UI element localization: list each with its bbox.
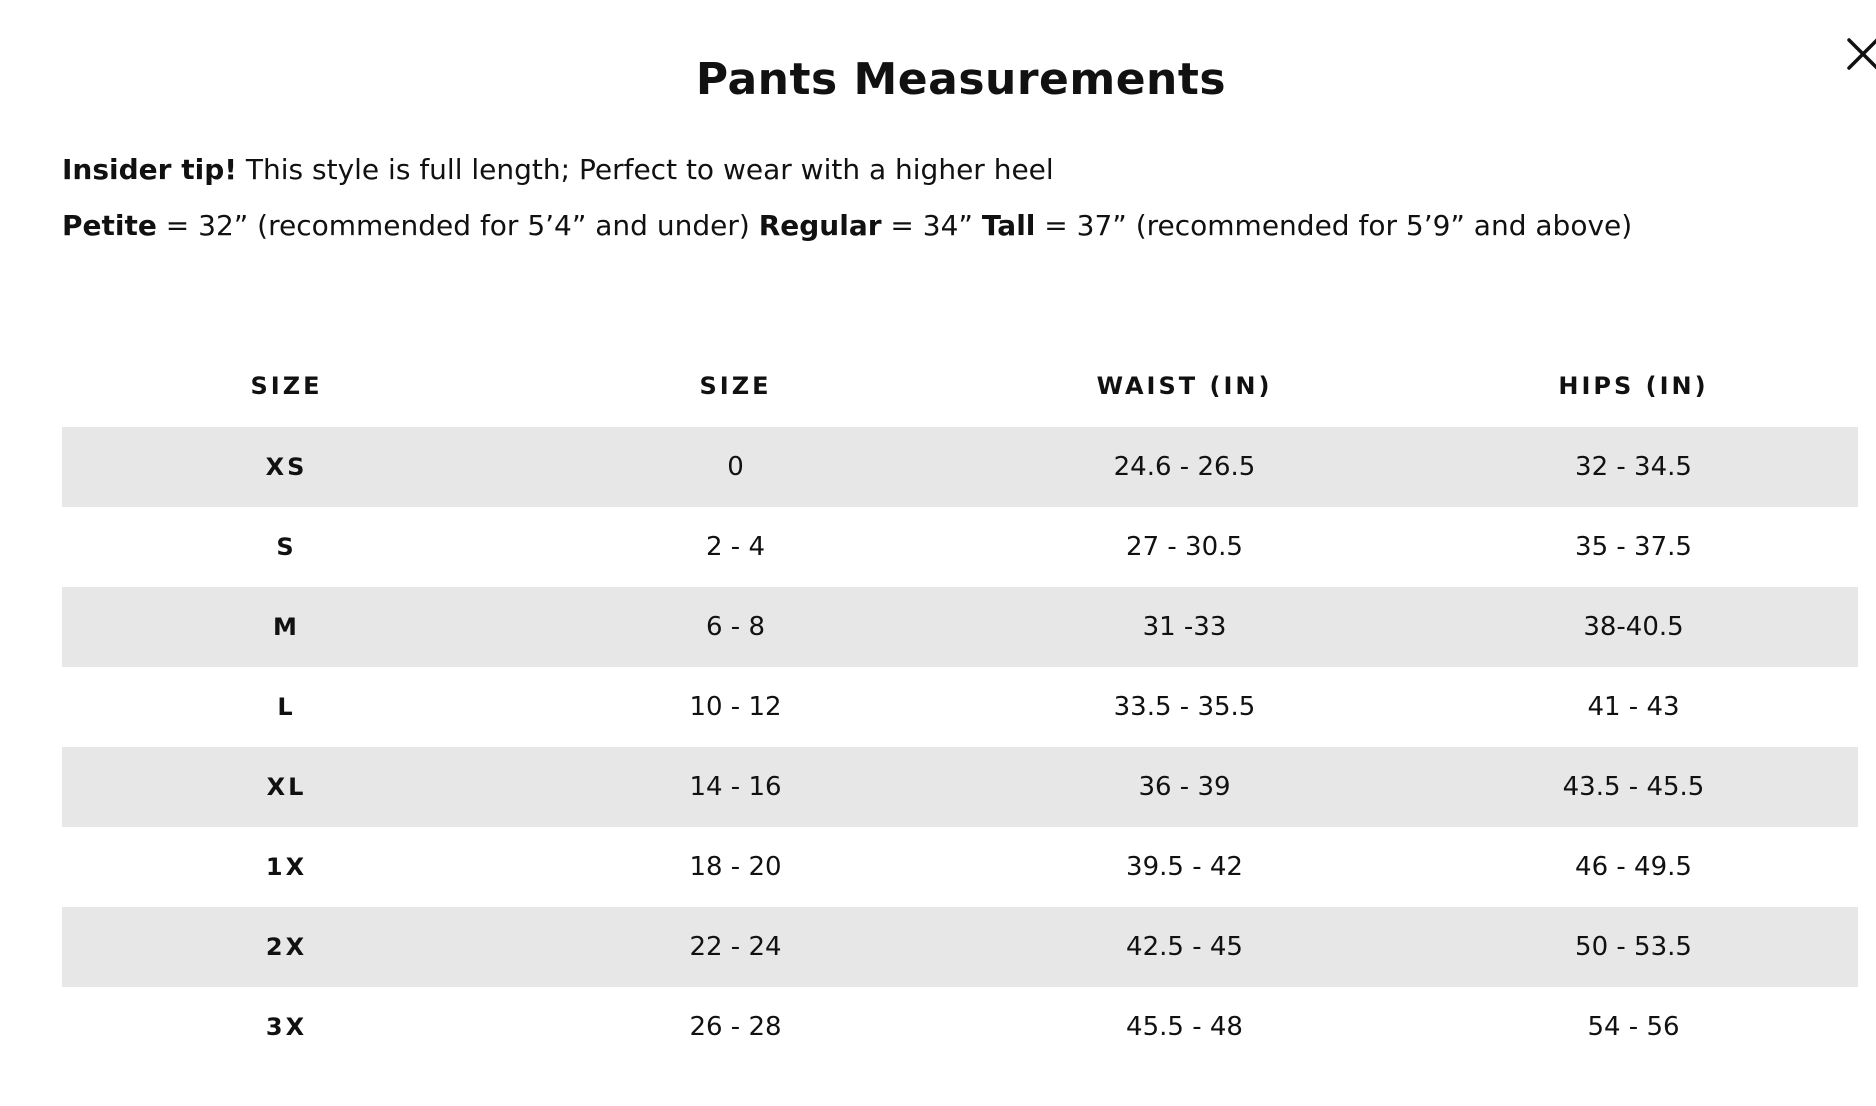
insider-tip-label: Insider tip! [62,153,237,186]
waist-cell: 39.5 - 42 [1126,852,1243,882]
size-number-cell: 0 [511,427,960,507]
size-letter-cell: 1X [265,853,308,881]
tall-label: Tall [981,209,1036,242]
waist-cell: 36 - 39 [960,747,1409,827]
header-waist: WAIST (IN) [1096,372,1273,400]
size-number-cell: 2 - 4 [706,532,765,562]
waist-cell: 27 - 30.5 [1126,532,1243,562]
waist-cell: 45.5 - 48 [1126,1012,1243,1042]
size-letter-cell: 2X [62,907,511,987]
size-number-cell: 26 - 28 [689,1012,782,1042]
hips-cell: 54 - 56 [1587,1012,1680,1042]
waist-cell: 31 -33 [960,587,1409,667]
length-options-note [62,209,1632,242]
regular-label: Regular [758,209,882,242]
table-header-row [62,345,1858,427]
petite-text: = 32” (recommended for 5’4” and under) [156,209,759,242]
tall-text: = 37” (recommended for 5’9” and above) [1035,209,1633,242]
size-number-cell: 14 - 16 [511,747,960,827]
size-letter-cell: 3X [265,1013,308,1041]
hips-cell: 38-40.5 [1409,587,1858,667]
size-letter-cell: XL [62,747,511,827]
hips-cell: 32 - 34.5 [1409,427,1858,507]
size-letter-cell: M [62,587,511,667]
petite-label: Petite [62,209,157,242]
waist-cell: 33.5 - 35.5 [1113,692,1256,722]
table-row [62,747,1858,827]
table-row [62,827,1858,907]
table-row [62,907,1858,987]
header-hips: HIPS (IN) [1558,372,1709,400]
size-number-cell: 22 - 24 [511,907,960,987]
hips-cell: 35 - 37.5 [1575,532,1692,562]
header-size-number: SIZE [699,372,772,400]
size-letter-cell: L [277,693,296,721]
hips-cell: 50 - 53.5 [1409,907,1858,987]
hips-cell: 43.5 - 45.5 [1409,747,1858,827]
insider-tip-text: This style is full length; Perfect to wear with a higher heel [237,153,1054,186]
waist-cell: 42.5 - 45 [960,907,1409,987]
header-size-letter: SIZE [250,372,323,400]
hips-cell: 41 - 43 [1587,692,1680,722]
size-letter-cell: XS [62,427,511,507]
size-table [62,345,1858,1067]
insider-tip-note [62,153,1054,186]
hips-cell: 46 - 49.5 [1575,852,1692,882]
waist-cell: 24.6 - 26.5 [960,427,1409,507]
table-row [62,667,1858,747]
size-number-cell: 10 - 12 [689,692,782,722]
table-row [62,427,1858,507]
table-row [62,507,1858,587]
table-row [62,587,1858,667]
regular-text: = 34” [881,209,982,242]
size-number-cell: 18 - 20 [689,852,782,882]
size-number-cell: 6 - 8 [511,587,960,667]
size-letter-cell: S [276,533,297,561]
modal-title: Pants Measurements [695,54,1227,105]
table-row [62,987,1858,1067]
